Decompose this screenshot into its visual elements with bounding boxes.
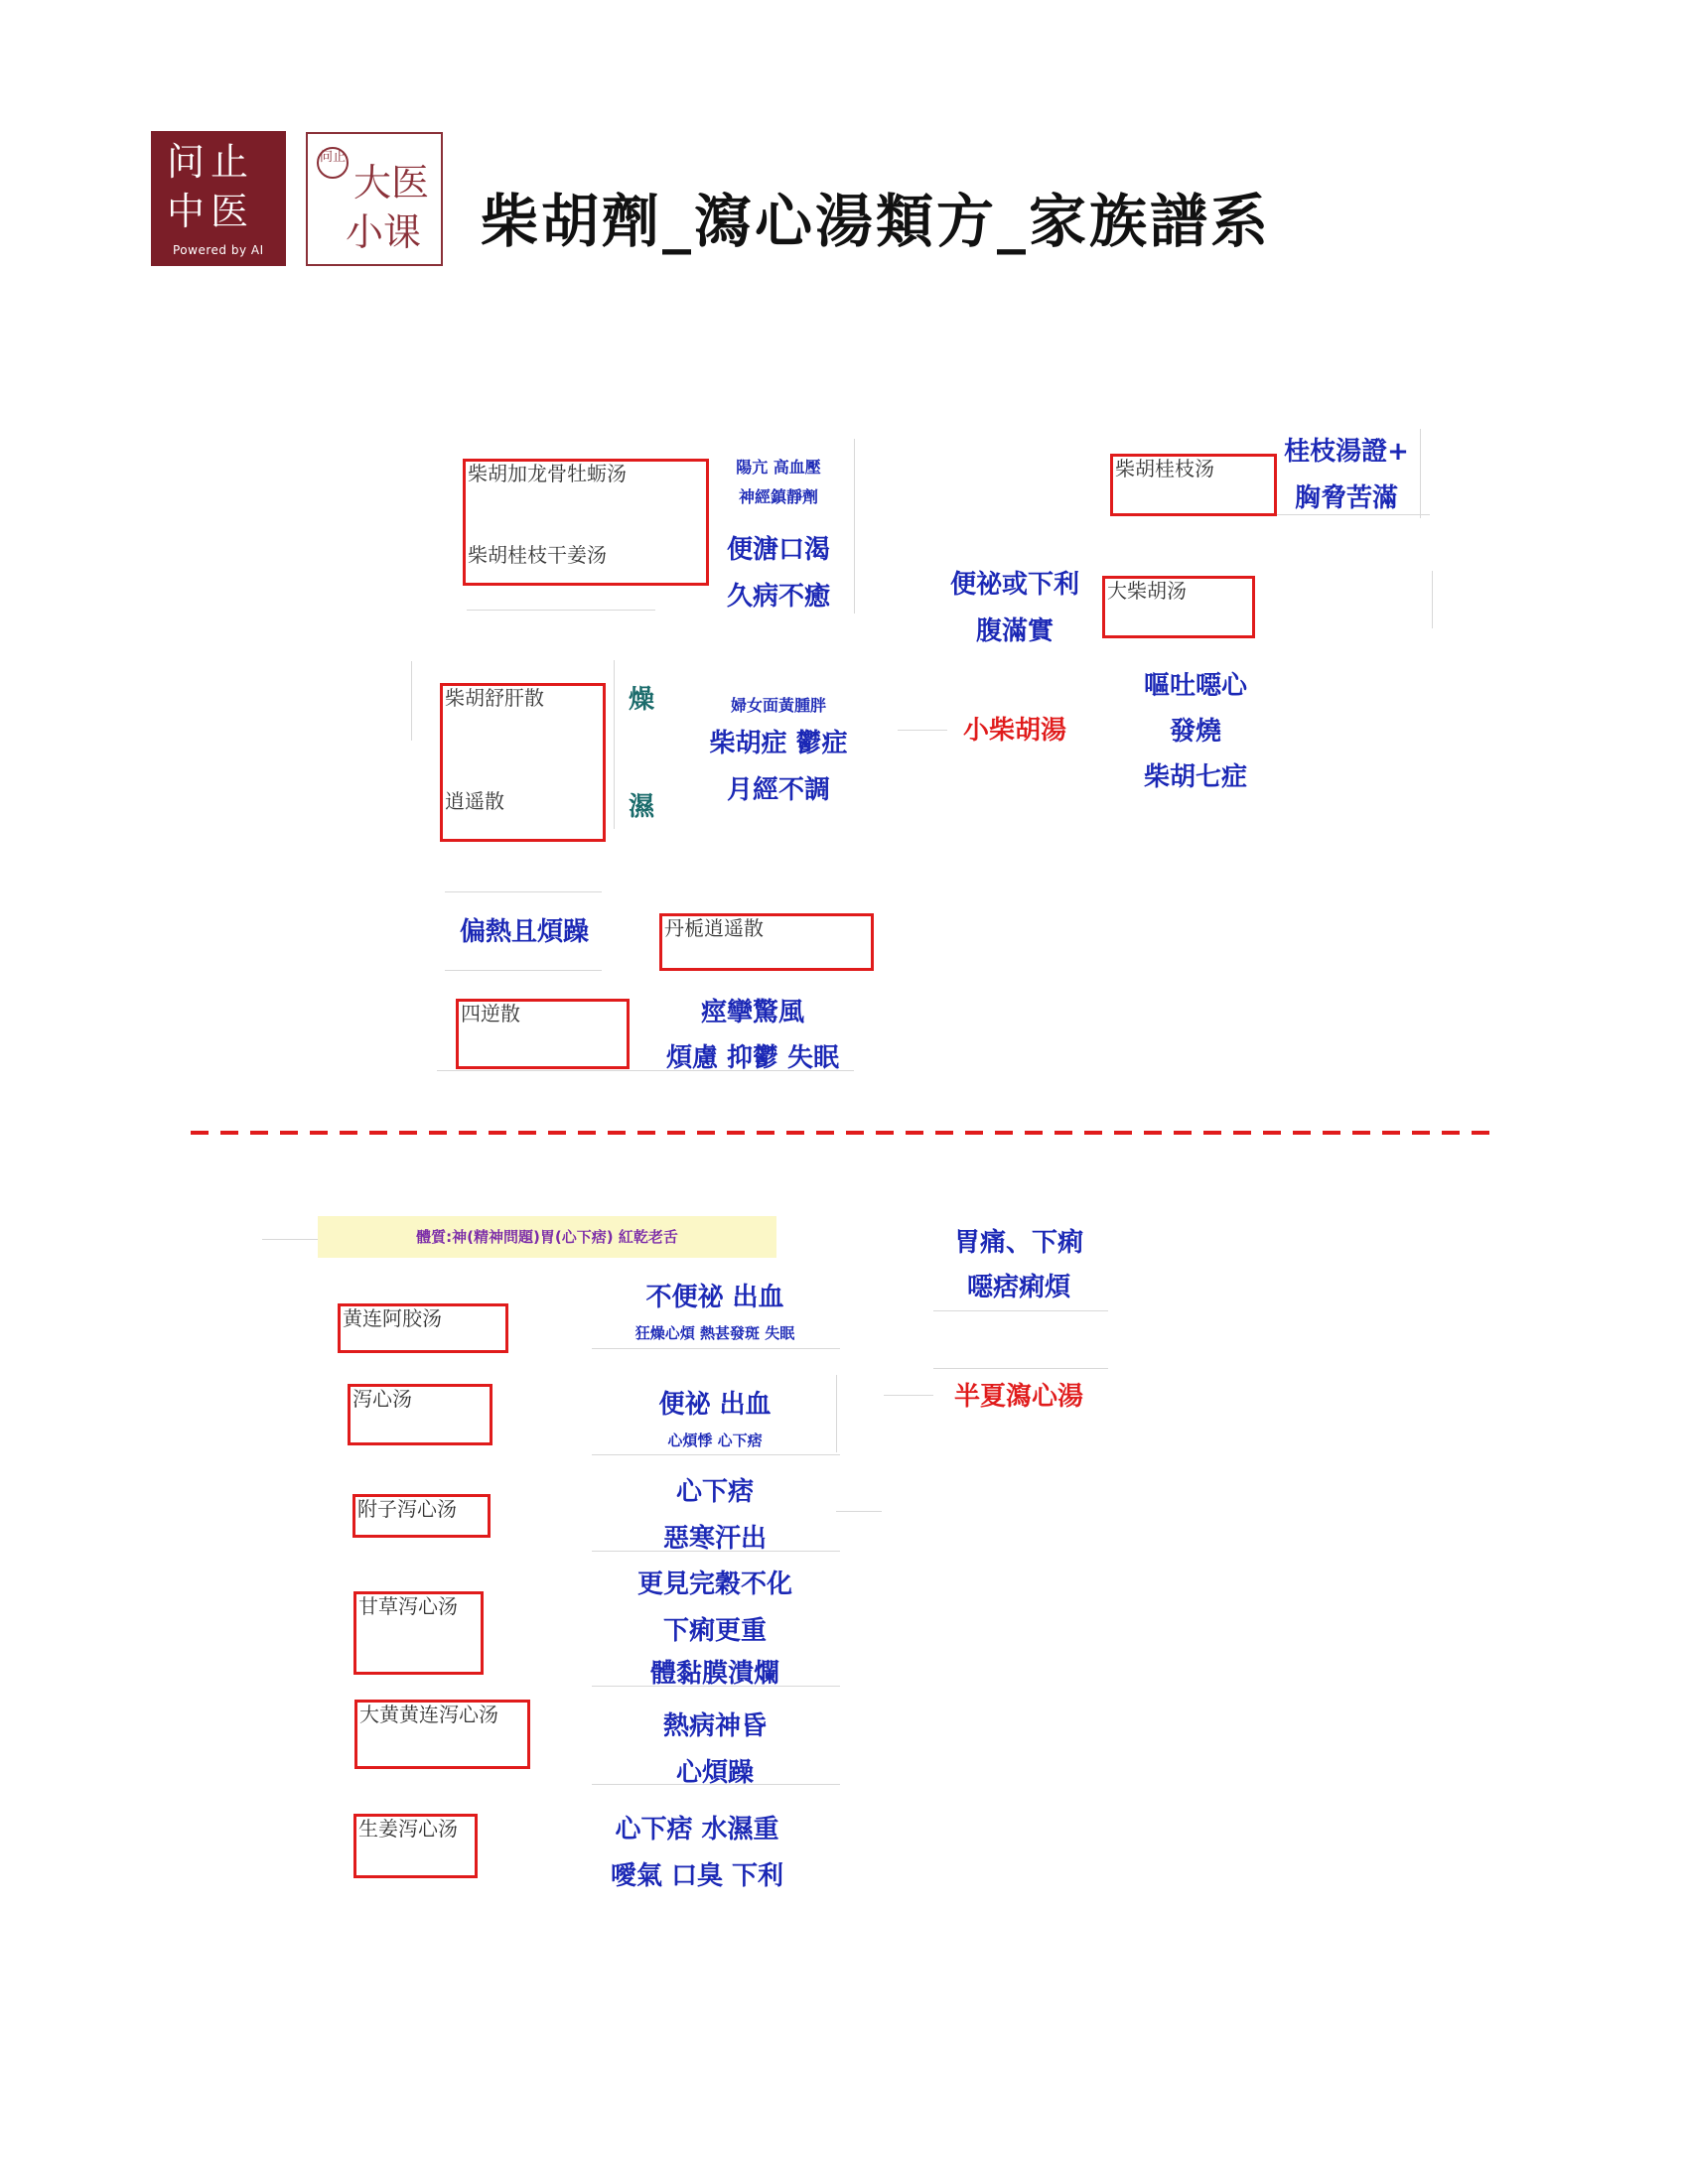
note-wangu: 更見完穀不化 [636, 1570, 793, 1599]
logo-line2: 中医 [167, 190, 255, 233]
note-guizhi-zheng: 桂枝湯證+ [1284, 437, 1409, 467]
formula-shengjiang-xiexin: 生姜泻心汤 [358, 1817, 458, 1841]
connector-line [614, 660, 615, 829]
formula-gancao-xiexin: 甘草泻心汤 [358, 1594, 458, 1618]
seal-icon: 问止 [317, 147, 349, 179]
formula-chaihu-guizhi-ganjiang: 柴胡桂枝干姜汤 [468, 543, 607, 567]
logo2-line2: 小课 [346, 210, 422, 254]
marker-zao: 燥 [628, 685, 655, 715]
box-dahuang-huanglian [354, 1700, 530, 1769]
connector-line [1432, 571, 1433, 628]
note-jingluan: 痙攣驚風 [700, 998, 805, 1027]
note-xiali-gengzhong: 下痢更重 [662, 1616, 768, 1646]
formula-huanglian-ejiao: 黄连阿胶汤 [343, 1306, 442, 1330]
note-yuejing: 月經不調 [726, 775, 831, 805]
connector-line [898, 730, 947, 731]
connector-line [445, 970, 602, 971]
dayi-logo [306, 132, 443, 266]
marker-shi: 濕 [628, 792, 655, 822]
note-rebing: 熱病神昏 [662, 1711, 768, 1741]
connector-line [1420, 429, 1421, 518]
note-kuangzao: 狂燥心煩 熱甚發斑 失眠 [634, 1324, 795, 1342]
note-bubianmi: 不便祕 出血 [645, 1283, 784, 1312]
constitution-banner: 體質:神(精神問題)胃(心下痞) 紅乾老舌 [318, 1216, 776, 1258]
note-epi: 噁痞痢煩 [966, 1273, 1071, 1302]
note-xiongxie: 胸脅苦滿 [1294, 483, 1399, 513]
box-sini [456, 999, 630, 1069]
note-qizheng: 柴胡七症 [1143, 762, 1248, 792]
note-yuzheng: 柴胡症 鬱症 [709, 729, 848, 758]
formula-da-chaihu: 大柴胡汤 [1107, 579, 1187, 603]
note-fanlv: 煩慮 抑鬱 失眠 [665, 1043, 840, 1073]
box-xiexin [348, 1384, 492, 1445]
box-shugan-xiaoyao [440, 683, 606, 842]
note-xinxiapi: 心下痞 [675, 1477, 755, 1507]
center-banxia-xiexin: 半夏瀉心湯 [953, 1382, 1084, 1412]
box-chaihu-guizhi [1110, 454, 1277, 516]
note-bianmi-chuxue: 便祕 出血 [658, 1390, 772, 1420]
formula-xiexin: 泻心汤 [352, 1387, 412, 1411]
logo-line1: 问止 [167, 140, 255, 184]
note-pianre: 偏熱且煩躁 [459, 917, 590, 947]
box-huanglian-ejiao [338, 1303, 508, 1353]
connector-line [933, 1368, 1108, 1369]
note-biantang: 便溏口渴 [726, 535, 831, 565]
connector-line [592, 1454, 840, 1455]
box-gancao-xiexin [353, 1591, 484, 1675]
formula-chaihu-guizhi: 柴胡桂枝汤 [1115, 457, 1214, 480]
connector-line [592, 1348, 840, 1349]
connector-line [1271, 514, 1430, 515]
note-bianmi: 便祕或下利 [949, 570, 1080, 600]
note-jiubing: 久病不癒 [726, 582, 831, 612]
note-xinfanzao: 心煩躁 [675, 1758, 755, 1788]
connector-line [836, 1375, 837, 1452]
note-ehan: 惡寒汗出 [662, 1524, 768, 1554]
formula-sini: 四逆散 [461, 1002, 520, 1025]
note-fuman: 腹滿實 [975, 616, 1055, 646]
box-da-chaihu [1102, 576, 1255, 638]
connector-line [933, 1310, 1108, 1311]
note-aiqi: 噯氣 口臭 下利 [610, 1861, 784, 1891]
note-funv: 婦女面黃腫胖 [730, 696, 827, 715]
formula-xiaoyao: 逍遥散 [445, 789, 504, 813]
note-fashao: 發燒 [1169, 717, 1222, 747]
box-shengjiang-xiexin [353, 1814, 478, 1878]
note-weitong: 胃痛、下痢 [953, 1228, 1084, 1258]
connector-line [445, 891, 602, 892]
connector-line [854, 530, 855, 610]
note-nianmo: 體黏膜潰爛 [649, 1659, 780, 1689]
wenzhi-logo [151, 131, 286, 266]
logo2-line1: 大医 [353, 161, 430, 205]
connector-line [467, 610, 655, 611]
box-danzhi-xiaoyao [659, 913, 874, 971]
connector-line [411, 661, 412, 741]
connector-line [836, 1511, 882, 1512]
page-title: 柴胡劑_瀉心湯類方_家族譜系 [481, 188, 1272, 255]
connector-line [884, 1395, 933, 1396]
logo-powered: Powered by AI [173, 243, 264, 257]
formula-chaihu-shugan: 柴胡舒肝散 [445, 686, 544, 710]
formula-chaihu-longgu: 柴胡加龙骨牡蛎汤 [468, 462, 627, 485]
formula-fuzi-xiexin: 附子泻心汤 [357, 1497, 457, 1521]
box-fuzi-xiexin [352, 1494, 491, 1538]
center-xiao-chaihu: 小柴胡湯 [962, 716, 1067, 746]
note-shuishi: 心下痞 水濕重 [615, 1815, 779, 1844]
note-xinfanji: 心煩悸 心下痞 [667, 1432, 763, 1449]
box-chaihu-longmu [463, 459, 709, 586]
note-yangkang: 陽亢 高血壓 [736, 458, 821, 477]
note-outu: 嘔吐噁心 [1143, 671, 1248, 701]
formula-dahuang-huanglian: 大黄黄连泻心汤 [359, 1703, 498, 1726]
section-divider [191, 1131, 1489, 1135]
connector-line [262, 1239, 322, 1240]
formula-danzhi-xiaoyao: 丹栀逍遥散 [664, 916, 764, 940]
note-shenjing: 神經鎮靜劑 [738, 487, 819, 506]
